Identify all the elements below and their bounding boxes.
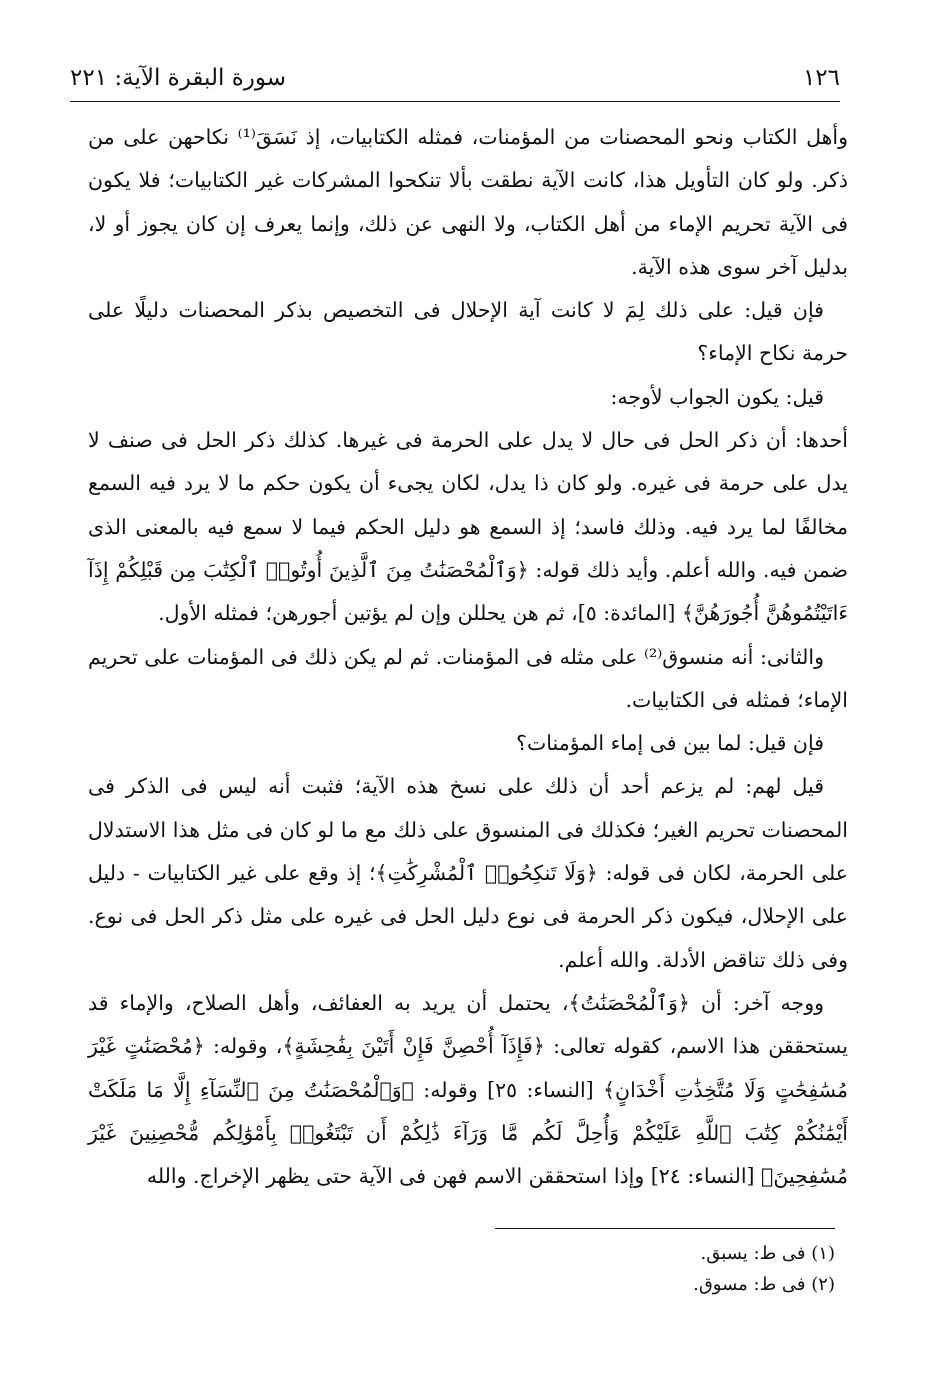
paragraph-another-aspect: ووجه آخر: أن ﴿وَٱلْمُحْصَنَٰتُ﴾، يحتمل أن يريد به العفائف، وأهل الصلاح، والإماء قد يستحققن هذا الاسم، كقوله تعالى: ﴿فَإِذَآ أُحْصِنَّ فَإِنْ أَتَيْنَ بِفَٰحِشَةٍ﴾، وقوله: ﴿مُحْصَنَٰتٍ غَيْرَ مُسَٰفِحَٰتٍ وَلَا مُتَّخِذَٰتِ أَخْدَانٍ﴾ [النساء: ٢٥] وقوله: ﴿وَٱلْمُحْصَنَٰتُ مِنَ ٱلنِّسَآءِ إِلَّا مَا مَلَكَتْ أَيْمَٰنُكُمْ كِتَٰبَ ٱللَّهِ عَلَيْكُمْ وَأُحِلَّ لَكُم مَّا وَرَآءَ ذَٰلِكُمْ أَن تَبْتَغُوا۟ بِأَمْوَٰلِكُم مُّحْصِنِينَ غَيْرَ مُسَٰفِحِينَ﴾ [النساء: ٢٤] وإذا استحققن الاسم فهن فى الآية حتى يظهر الإخراج. والله [88,990,848,1189]
footnote-separator [495,1228,835,1229]
page-number: ١٢٦ [802,65,840,91]
body-text [88,116,848,1198]
paragraph-question-2: فإن قيل: لما بين فى إماء المؤمنات؟ [516,731,824,756]
footnotes [400,1238,835,1300]
paragraph-question-1: فإن قيل: على ذلك لِمَ لا كانت آية الإحلال فى التخصيص بذكر المحصنات دليلًا على حرمة نكاح الإماء؟ [88,298,848,366]
surah-title: سورة البقرة الآية: ٢٢١ [70,65,287,91]
paragraph-first-reason: أحدها: أن ذكر الحل فى حال لا يدل على الحرمة فى غيرها. كذلك ذكر الحل فى صنف لا يدل على حرمة فى غيره. ولو كان ذا يدل، لكان يجىء أن يكون حكم ما لا يرد فيه السمع مخالفًا لما يرد فيه. وذلك فاسد؛ إذ السمع هو دليل الحكم فيما لا سمع فيه بالمعنى الذى ضمن فيه. والله أعلم. وأيد ذلك قوله: ﴿وَٱلْمُحْصَنَٰتُ مِنَ ٱلَّذِينَ أُوتُوا۟ ٱلْكِتَٰبَ مِن قَبْلِكُمْ إِذَآ ءَاتَيْتُمُوهُنَّ أُجُورَهُنَّ﴾ [المائدة: ٥]، ثم هن يحللن وإن لم يؤتين أجورهن؛ فمثله الأول. [88,428,848,626]
page-header [70,55,840,102]
paragraph-intro: وأهل الكتاب ونحو المحصنات من المؤمنات، فمثله الكتابيات، إذ نَسَقَ⁽¹⁾ نكاحهن على من ذكر. ولو كان التأويل هذا، كانت الآية نطقت بألا تنكحوا المشركات غير الكتابيات؛ فلا يكون فى الآية تحريم الإماء من أهل الكتاب، ولا النهى عن ذلك، وإنما يعرف إن كان يجوز أو لا، بدليل آخر سوى هذه الآية. [88,125,848,279]
footnote-1: (١) فى ط: يسبق. [700,1243,835,1264]
paragraph-answer-2: قيل لهم: لم يزعم أحد أن ذلك على نسخ هذه الآية؛ فثبت أنه ليس فى الذكر فى المحصنات تحريم الغير؛ فكذلك فى المنسوق على ذلك مع ما لو كان فى مثل هذا الاستدلال على الحرمة، لكان فى قوله: ﴿وَلَا تَنكِحُوا۟ ٱلْمُشْرِكَٰتِ﴾؛ إذ وقع على غير الكتابيات - دليل على الإحلال، فيكون ذكر الحرمة فى نوع دليل الحل فى غيره على مثل ذكر الحل فى نوع. وفى ذلك تناقض الأدلة. والله أعلم. [88,774,848,972]
paragraph-answer-intro: قيل: يكون الجواب لأوجه: [610,384,824,409]
footnote-2: (٢) فى ط: مسوق. [693,1274,835,1295]
paragraph-second-reason: والثانى: أنه منسوق⁽²⁾ على مثله فى المؤمنات. ثم لم يكن ذلك فى المؤمنات على تحريم الإماء؛ فمثله فى الكتابيات. [88,644,848,712]
